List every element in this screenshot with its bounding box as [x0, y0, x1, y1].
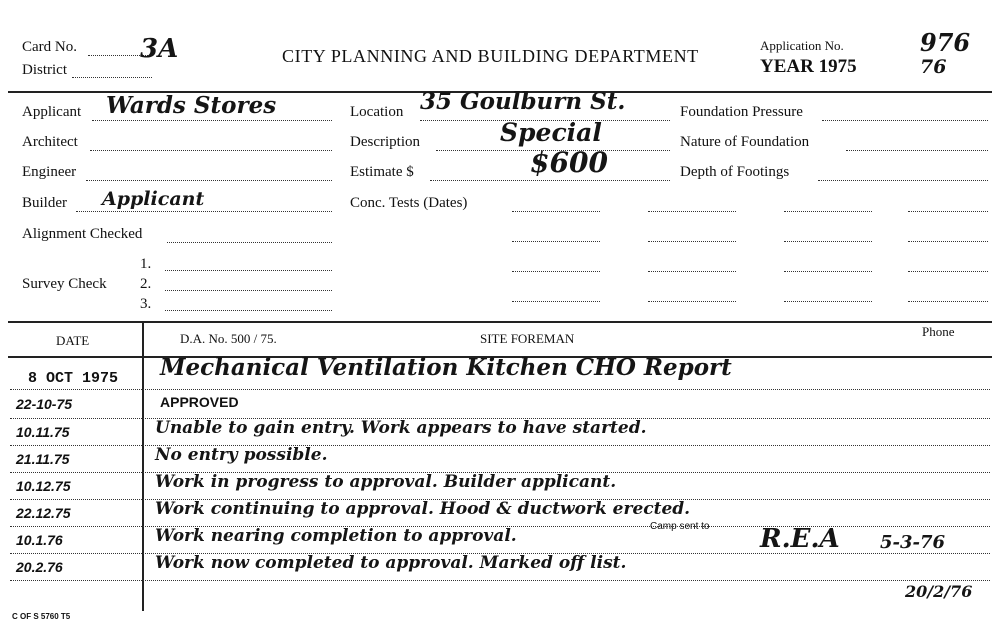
description-value: Special [500, 118, 602, 147]
log-note: APPROVED [160, 394, 239, 410]
log-date: 10.12.75 [16, 478, 71, 494]
year-label: YEAR 1975 [760, 56, 857, 77]
alignment-label: Alignment Checked [22, 226, 143, 242]
builder-label: Builder [22, 195, 67, 211]
estimate-label: Estimate $ [350, 164, 414, 180]
engineer-label: Engineer [22, 164, 77, 180]
log-note: Work nearing completion to approval. [155, 526, 517, 546]
log-date: 20.2.76 [16, 559, 63, 575]
log-date: 8 OCT 1975 [28, 370, 119, 387]
log-top-rule [8, 321, 992, 323]
alignment-line [167, 242, 332, 243]
year-handwritten: 76 [920, 56, 947, 78]
log-note: Work now completed to approval. Marked off list. [155, 553, 627, 573]
log-note: Unable to gain entry. Work appears to have started. [155, 418, 647, 438]
location-label: Location [350, 104, 404, 120]
survey-1-line [165, 270, 332, 271]
conc-line-4b [648, 301, 736, 302]
row-rule-1 [10, 389, 990, 390]
nature-label: Nature of Foundation [680, 134, 810, 150]
log-date: 21.11.75 [16, 451, 70, 467]
card-no-value: 3A [140, 34, 179, 64]
estimate-value: $600 [530, 146, 608, 179]
conc-line-2d [908, 241, 988, 242]
survey-label: Survey Check [22, 276, 107, 292]
survey-3: 3. [140, 296, 152, 312]
department-title: CITY PLANNING AND BUILDING DEPARTMENT [282, 46, 699, 66]
district-label: District [22, 62, 67, 78]
form-code: C OF S 5760 T5 [12, 612, 71, 621]
row-rule-8 [10, 580, 990, 581]
da-number: D.A. No. 500 / 75. [180, 331, 277, 346]
survey-1: 1. [140, 256, 152, 272]
depth-line [818, 180, 988, 181]
architect-label: Architect [22, 134, 78, 150]
engineer-line [86, 180, 332, 181]
applicant-line [92, 120, 332, 121]
initials: R.E.A [760, 524, 840, 554]
phone-label: Phone [922, 324, 955, 339]
camp-sent-stamp: Camp sent to [650, 521, 710, 532]
conc-line-4a [512, 301, 600, 302]
conc-line-1c [784, 211, 872, 212]
conc-line-4c [784, 301, 872, 302]
log-note: Work continuing to approval. Hood & ductwork erected. [155, 499, 691, 519]
signature-date: 20/2/76 [905, 582, 973, 601]
foundation-pressure-label: Foundation Pressure [680, 104, 803, 120]
applicant-label: Applicant [22, 104, 82, 120]
conc-line-3d [908, 271, 988, 272]
builder-line [76, 211, 332, 212]
conc-line-2c [784, 241, 872, 242]
location-value: 35 Goulburn St. [420, 88, 626, 115]
estimate-line [430, 180, 670, 181]
conc-tests-label: Conc. Tests (Dates) [350, 195, 468, 211]
survey-2-line [165, 290, 332, 291]
site-foreman-label: SITE FOREMAN [480, 331, 575, 346]
log-note: No entry possible. [155, 445, 328, 465]
district-line [72, 77, 152, 78]
survey-3-line [165, 310, 332, 311]
log-note: Work in progress to approval. Builder applicant. [155, 472, 617, 492]
applicant-value: Wards Stores [106, 92, 277, 119]
conc-line-2b [648, 241, 736, 242]
date-header: DATE [56, 333, 90, 348]
application-no-value: 976 [920, 28, 971, 57]
conc-line-3a [512, 271, 600, 272]
builder-value: Applicant [102, 188, 205, 210]
conc-line-3c [784, 271, 872, 272]
log-date: 10.11.75 [16, 424, 70, 440]
log-date: 22.12.75 [16, 505, 71, 521]
card-no-label: Card No. [22, 39, 77, 55]
log-date: 10.1.76 [16, 532, 63, 548]
conc-line-2a [512, 241, 600, 242]
date-column-divider [142, 321, 144, 611]
foundation-pressure-line [822, 120, 988, 121]
application-no-label: Application No. [760, 38, 844, 53]
conc-line-1b [648, 211, 736, 212]
conc-line-4d [908, 301, 988, 302]
log-note: Mechanical Ventilation Kitchen CHO Report [160, 354, 732, 381]
nature-line [846, 150, 988, 151]
stamp-date: 5-3-76 [880, 532, 946, 553]
description-label: Description [350, 134, 420, 150]
conc-line-3b [648, 271, 736, 272]
log-date: 22-10-75 [16, 396, 73, 412]
depth-label: Depth of Footings [680, 164, 790, 180]
conc-line-1d [908, 211, 988, 212]
architect-line [90, 150, 332, 151]
survey-2: 2. [140, 276, 152, 292]
conc-line-1a [512, 211, 600, 212]
